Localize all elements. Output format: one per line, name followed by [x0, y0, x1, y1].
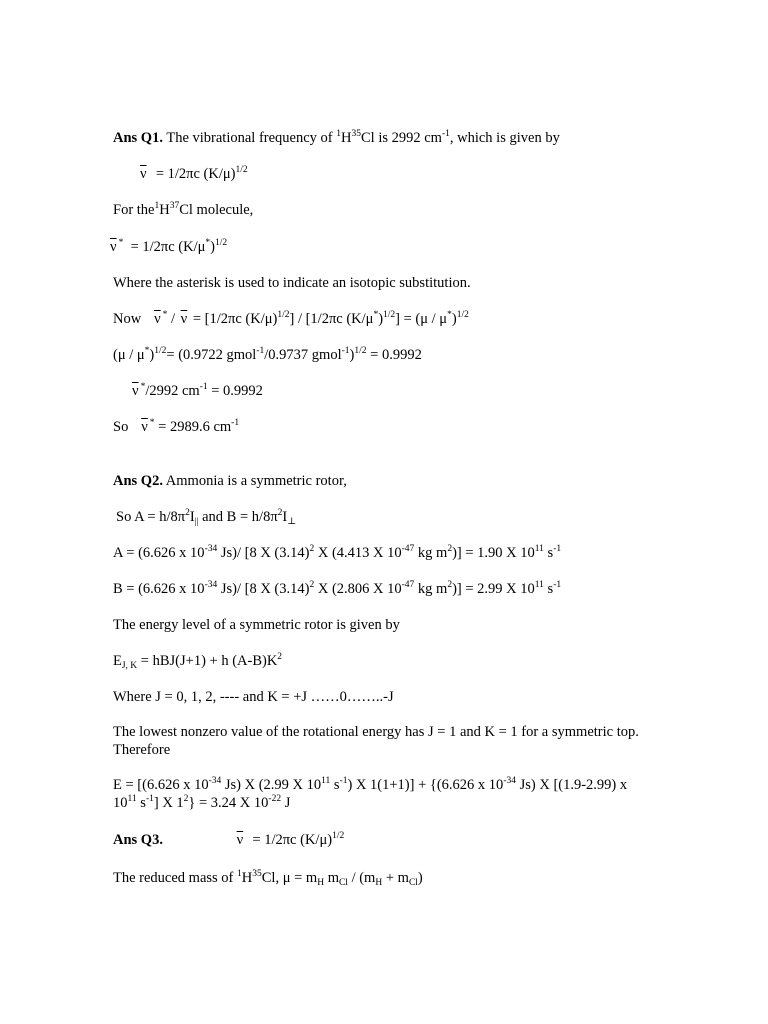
q2-energy-calc-2: $10^{11}$ $s^{-1}$] X $1^2\} = 3.24$ X $10^{-22}$ J: [113, 794, 291, 811]
q1-result: So $\overline{\nu}$ * = 2989.6 $cm^{-1}$: [113, 418, 240, 435]
q1-label: Ans Q1.: [113, 130, 163, 146]
q1-intro-line: Ans Q1. The vibrational frequency of $^1H^{35}Cl$ is 2992 $cm^{-1}$, which is given by: [113, 129, 560, 146]
q2-constants-def: So $A = h/8\pi^2I_{||}$ and $B = h/8\pi^2I_\perp$: [116, 508, 297, 527]
q2-lowest-energy-text: The lowest nonzero value of the rotational energy has J = 1 and K = 1 for a symmetric top. Therefore: [113, 724, 639, 758]
q1-equation-3: Now $\overline{\nu}$ $^* / \overline{\nu} = [1/2\pi c$ $(K/\mu)^{1/2}] / [1/2\pi c$ $(K/\mu^*)^{1/2}] = (\mu / \mu^*)^{1/2}$: [113, 310, 469, 327]
q2-intro-line: Ans Q2. Ammonia is a symmetric rotor,: [113, 473, 347, 489]
q3-label: Ans Q3.: [113, 832, 163, 848]
q1-equation-4: (μ / μ*)$^{1/2}$= (0.9722 gmol$^{-1}$/0.9737 gmol$^{-1}$)$^{1/2}$ = 0.9992: [113, 346, 422, 363]
q2-label: Ans Q2.: [113, 473, 163, 489]
q2-energy-equation: $E_{J, K} = hBJ(J+1) + h$ $(A-B)K^2$: [113, 652, 283, 671]
q1-equation-2: $\overline{\nu}$ * = 1/2πc $(K/\mu^*)^{1/2}$: [110, 238, 228, 255]
q2-energy-calc-1: E = [(6.626 x $10^{-34}$ Js) X (2.99 X $10^{11}$ $s^{-1}$) X 1(1+1)] + {(6.626 x $10^{-34}$ Js) X [(1.9-2.99) x: [113, 776, 628, 793]
q1-line-for-molecule: For $the^1H^{37}Cl$ molecule,: [113, 201, 254, 218]
q2-energy-intro: The energy level of a symmetric rotor is given by: [113, 617, 400, 633]
q1-asterisk-note: Where the asterisk is used to indicate an isotopic substitution.: [113, 275, 471, 291]
q1-equation-1: $\overline{\nu} = 1/2\pi c$ $(K/\mu)^{1/2}$: [140, 165, 248, 182]
q2-quantum-numbers: Where J = 0, 1, 2, ---- and K = +J ……0……..-J: [113, 689, 394, 705]
q2-equation-b: B = (6.626 x $10^{-34}$ Js)/ [8 X $(3.14)^2$ X (2.806 X $10^{-47}$ kg $m^2)] = 2.99$ X $10^{11}$ $s^{-1}$: [113, 580, 562, 597]
q2-equation-a: A = (6.626 x $10^{-34}$ Js)/ [8 X $(3.14)^2$ X (4.413 X $10^{-47}$ kg $m^2)] = 1.90$ X $10^{11}$ $s^{-1}$: [113, 544, 562, 561]
q3-reduced-mass: The reduced mass of $^1H^{35}Cl$, $\mu = m_H$ $m_{Cl} / (m_H + m_{Cl})$: [113, 869, 423, 888]
q3-intro-line: Ans Q3. $\overline{\nu} = 1/2\pi c$ $(K/\mu)^{1/2}$: [113, 831, 345, 848]
q1-equation-5: $\overline{\nu}$ */2992 $cm^{-1} = 0.9992$: [132, 382, 263, 399]
